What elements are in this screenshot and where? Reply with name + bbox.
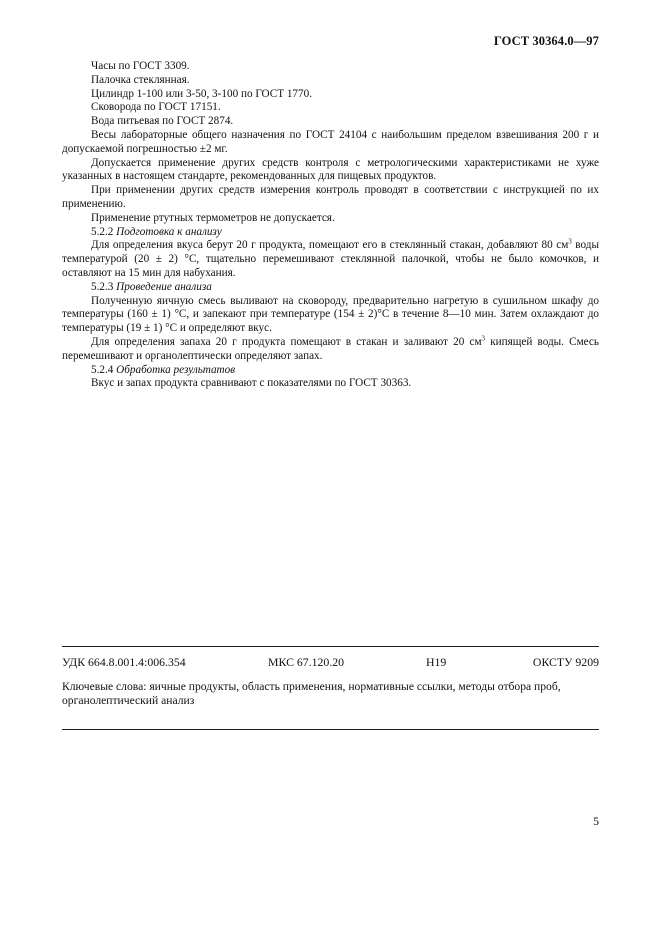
- paragraph: Полученную яичную смесь выливают на сковороду, предварительно нагретую в сушильном шкафу до температуры (160 ± 1) °С, и запекают при температуре (154 ± 2)°С в течение 8—10 мин. Затем охлаждают до температуры (19 ± 1) °С и определяют вкус.: [62, 294, 599, 335]
- section-title: Подготовка к анализу: [116, 225, 222, 238]
- section-title: Проведение анализа: [116, 280, 212, 293]
- section-heading-5-2-3: [62, 281, 599, 295]
- equipment-line: Палочка стеклянная.: [91, 73, 190, 86]
- n-code: Н19: [426, 655, 447, 669]
- paragraph-text: Для определения вкуса берут 20 г продукта, помещают его в стеклянный стакан, добавляют 80 см: [91, 239, 569, 252]
- footer-top-divider: [62, 646, 599, 647]
- document-body: [62, 60, 599, 391]
- equipment-line: Вода питьевая по ГОСТ 2874.: [91, 115, 234, 128]
- equipment-line: Сковорода по ГОСТ 17151.: [91, 101, 221, 114]
- okstu-code: ОКСТУ 9209: [532, 655, 599, 669]
- equipment-line: Цилиндр 1-100 или 3-50, 3-100 по ГОСТ 1770.: [91, 87, 313, 100]
- paragraph-text: Для определения запаха 20 г продукта помещают в стакан и заливают 20 см: [91, 335, 482, 348]
- section-title: Обработка результатов: [116, 363, 236, 376]
- equipment-line: Весы лабораторные общего назначения по ГОСТ 24104 с наибольшим пределом взвешивания 200 г и допускаемой погрешностью ±2 мг.: [62, 128, 599, 155]
- footer-bottom-divider: [62, 729, 599, 730]
- classification-codes: [62, 655, 599, 669]
- paragraph: [62, 239, 599, 280]
- section-number: 5.2.2: [91, 225, 114, 238]
- section-number: 5.2.3: [91, 280, 114, 293]
- equipment-note: При применении других средств измерения контроль проводят в соответствии с инструкцией по их применению.: [62, 184, 599, 210]
- paragraph: [62, 336, 599, 364]
- page-number: 5: [593, 814, 599, 828]
- keywords: Ключевые слова: яичные продукты, область применения, нормативные ссылки, методы отбора проб, органолептический анализ: [62, 680, 561, 707]
- section-heading-5-2-4: [62, 364, 599, 378]
- section-heading-5-2-2: [62, 226, 599, 240]
- equipment-note: Применение ртутных термометров не допускается.: [91, 211, 335, 224]
- superscript: 3: [568, 237, 572, 246]
- mks-code: МКС 67.120.20: [268, 655, 345, 669]
- equipment-note: Допускается применение других средств контроля с метрологическими характеристиками не хуже указанных в настоящем стандарте, рекомендованных для пищевых продуктов.: [62, 156, 599, 183]
- paragraph-text: воды температурой (20 ± 2) °С, тщательно перемешивают стеклянной палочкой, чтобы не было комочков, и оставляют на 15 мин для набухания.: [62, 239, 599, 279]
- paragraph-text: кипящей воды. Смесь перемешивают и органолептически определяют запах.: [62, 335, 599, 362]
- superscript: 3: [481, 334, 486, 343]
- paragraph: Вкус и запах продукта сравнивают с показателями по ГОСТ 30363.: [91, 377, 412, 390]
- udk-code: УДК 664.8.001.4:006.354: [62, 655, 186, 669]
- section-number: 5.2.4: [91, 363, 114, 376]
- equipment-line: Часы по ГОСТ 3309.: [91, 60, 190, 72]
- doc-code-header: ГОСТ 30364.0—97: [493, 34, 599, 48]
